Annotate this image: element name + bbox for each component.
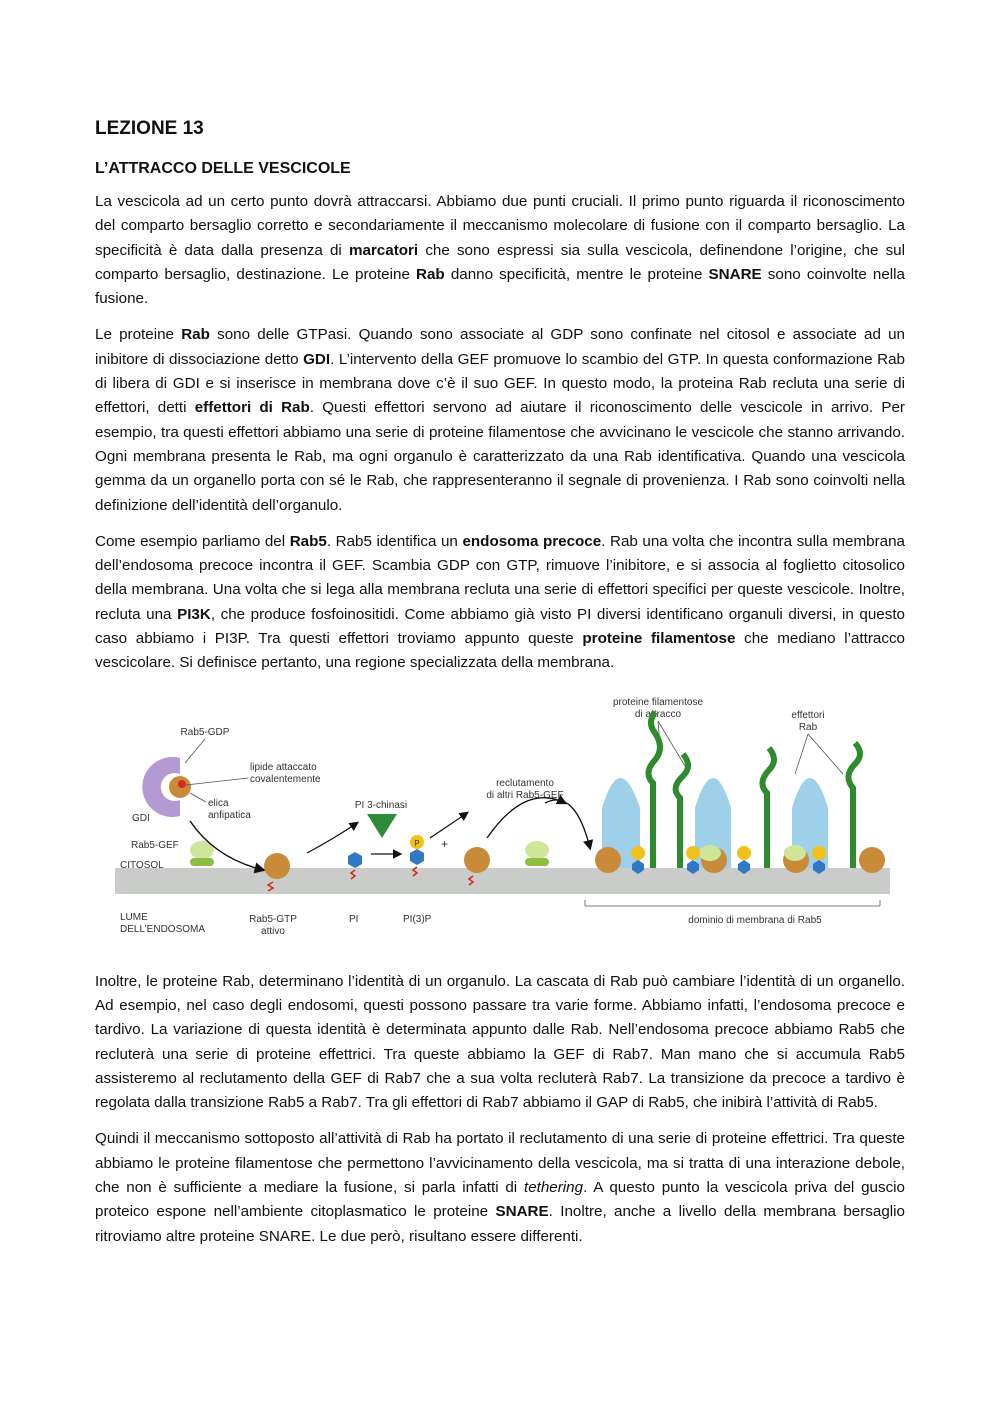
lume-label-2: DELL’ENDOSOMA (120, 923, 206, 935)
p3-segment: proteine filamentose (582, 630, 736, 648)
phosphate-label-1: P (414, 838, 420, 848)
p5-segment: . A questo punto la vescicola priva del guscio proteico espone nell’ambiente citoplasmatico le proteine (95, 1179, 905, 1221)
filament-3 (762, 748, 774, 868)
p5-segment: SNARE (495, 1203, 549, 1221)
rab5-gtp-shape-1 (264, 853, 290, 879)
p2-segment: . L’intervento della GEF promuove lo scambio del GTP. In questa conformazione Rab di libera di GDI e si inserisce in membrana dove c’è il suo GEF. In questo modo, la proteina Rab recluta una serie di effettori, detti (95, 350, 906, 417)
paragraph-5 (95, 1127, 905, 1248)
filament-1 (648, 712, 660, 868)
p2-segment: . Questi effettori servono ad aiutare il riconoscimento delle vescicole in arrivo. Per esempio, tra questi effettori abbiamo una serie di proteine filamentose che avvicinano le vescicole che stanno arrivando. Ogni membrana presenta le Rab, ma ogni organulo è caratterizzato da una Rab identificativa. Quando una vescicola gemma da un organello porta con sé le Rab, che rappresenteranno il segnale di provenienza. I Rab sono coinvolti nella definizione dell’identità dell’organulo. (95, 399, 905, 514)
lipide-label-2: covalentemente (250, 773, 321, 785)
gdi-label: GDI (132, 812, 150, 824)
document-page (95, 118, 905, 1261)
reclutamento-label-1: reclutamento (496, 777, 554, 789)
rab5-gtp-label-1: Rab5-GTP (249, 913, 297, 925)
filament-2 (676, 754, 688, 868)
p1-segment: SNARE (708, 265, 762, 283)
p3-segment: . Rab5 identifica un (326, 532, 463, 550)
paragraph-1 (95, 190, 905, 311)
lipide-label-1: lipide attaccato (250, 761, 317, 773)
p3-segment: . Rab una volta che incontra sulla membrana dell’endosoma precoce incontra il GEF. Scambia GDP con GTP, rimuove l’inibitore, e si associa al foglietto citosolico della membrana. Una volta che si lega alla membrana recluta una serie di effettori specifici per queste vescicole. Inoltre, recluta una (95, 532, 905, 623)
p5-segment: Quindi il meccanismo sottoposto all’attività di Rab ha portato il reclutamento di una serie di proteine effettrici. Tra queste abbiamo le proteine filamentose che permettono l’avvicinamento della vescicola, ma si tratta di una interazione debole, che non è sufficiente a mediare la fusione, si parla infatti di (95, 1130, 905, 1197)
lesson-title: LEZIONE 13 (95, 118, 204, 139)
p3-segment: endosoma precoce (462, 532, 602, 550)
p1-segment: sono coinvolte nella fusione. (95, 265, 905, 308)
paragraph-4 (95, 970, 905, 1116)
pi3k-label: PI 3-chinasi (354, 799, 408, 811)
dominio-label: dominio di membrana di Rab5 (688, 914, 822, 926)
gef-shape-2 (525, 841, 549, 859)
pi3k-shape (367, 814, 397, 838)
p5-segment: . Inoltre, anche a livello della membrana bersaglio ritroviamo altre proteine SNARE. Le due però, risultano essere differenti. (95, 1203, 905, 1245)
p3-segment: Come esempio parliamo del (95, 532, 290, 550)
pi-shape (348, 852, 362, 868)
pi3p-label: PI(3)P (403, 913, 432, 925)
filament-4 (848, 743, 860, 868)
p5-segment: tethering (523, 1179, 584, 1197)
p3-segment: che mediano l’attracco vescicolare. Si definisce pertanto, una regione specializzata della membrana. (95, 630, 905, 672)
filamentose-label-1: proteine filamentose (612, 696, 704, 708)
section-heading: L’ATTRACCO DELLE VESCICOLE (95, 160, 351, 177)
p2-segment: effettori di Rab (194, 399, 310, 417)
elica-label-1: elica (208, 797, 229, 809)
p4-segment: Inoltre, le proteine Rab, determinano l’identità di un organulo. La cascata di Rab può cambiare l’identità di un organello. Ad esempio, nel caso degli endosomi, questi possono passare tra varie forme. Abbiamo infatti, l’endosoma precoce e tardivo. La variazione di questa identità è determinata appunto dalle Rab. Nell’endosoma precoce abbiamo Rab5 che recluterà una serie di proteine effettrici. Tra queste abbiamo la GEF di Rab7. Man mano che si accumula Rab5 assisteremo al reclutamento della GEF di Rab7 che a sua volta recluterà Rab7. La transizione da precoce a tardivo è regolata dalla transizione Rab5 a Rab7. Tra gli effettori di Rab7 abbiamo il GAP di Rab5, che inibirà l’attività di Rab5. (95, 972, 905, 1112)
rab5-gef-label: Rab5-GEF (131, 839, 179, 851)
rab5-diagram (95, 688, 905, 950)
rab5-gtp-shape-2 (464, 847, 490, 873)
p2-segment: Rab (181, 326, 210, 344)
filamentose-label-2: di attracco (634, 708, 682, 720)
p2-segment: sono delle GTPasi. Quando sono associate al GDP sono confinate nel citosol e associate ad un inibitore di dissociazione detto (95, 326, 905, 368)
p1-segment: che sono espressi sia sulla vescicola, definendone l’origine, che sul comparto bersaglio, destinazione. Le proteine (95, 241, 905, 283)
p3-segment: , che produce fosfoinositidi. Come abbiamo già visto PI diversi identificano organuli diversi, in questo caso abbiamo i PI3P. Tra questi effettori troviamo appunto queste (95, 605, 905, 648)
p2-segment: Le proteine (95, 326, 182, 344)
lume-label-1: LUME (120, 911, 148, 923)
pi-label: PI (349, 913, 359, 925)
paragraph-2 (95, 323, 905, 517)
p2-segment: GDI (303, 350, 331, 368)
p3-segment: PI3K (177, 605, 211, 623)
p3-segment: Rab5 (289, 532, 327, 550)
citosol-label: CITOSOL (120, 859, 164, 871)
effettori-label-2: Rab (798, 721, 818, 733)
p1-segment: marcatori (348, 241, 419, 259)
rab5-diagram-svg (95, 688, 905, 950)
p1-segment: danno specificità, mentre le proteine (444, 265, 709, 283)
paragraph-3 (95, 530, 905, 676)
p1-segment: Rab (416, 265, 445, 283)
elica-label-2: anfipatica (208, 809, 251, 821)
effettori-label-1: effettori (791, 709, 825, 721)
rab5-gdp-label: Rab5-GDP (180, 726, 230, 738)
reclutamento-label-2: di altri Rab5-GEF (486, 789, 564, 801)
membrane-band (115, 868, 890, 894)
rab5-gtp-label-2: attivo (261, 925, 285, 937)
plus-sign: + (441, 836, 449, 851)
p1-segment: La vescicola ad un certo punto dovrà attraccarsi. Abbiamo due punti cruciali. Il primo punto riguarda il riconoscimento del comparto bersaglio corretto e secondariamente il meccanismo molecolare di fusione con il comparto bersaglio. La specificità è data dalla presenza di (95, 193, 905, 259)
